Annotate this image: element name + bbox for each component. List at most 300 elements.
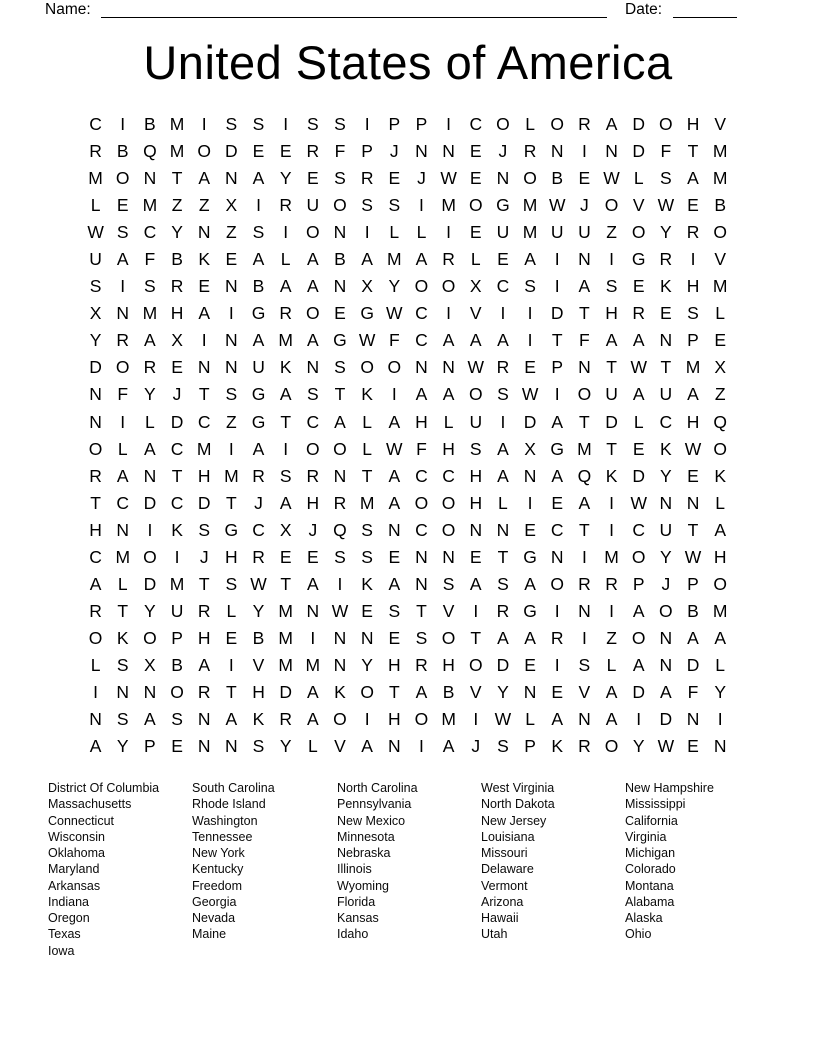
grid-letter: G	[523, 600, 537, 621]
grid-letter: A	[361, 249, 373, 270]
grid-letter: E	[524, 519, 536, 540]
word-list-item: New Jersey	[481, 813, 547, 828]
grid-letter: A	[279, 276, 292, 297]
grid-letter: I	[228, 303, 234, 324]
grid-letter: R	[306, 465, 320, 486]
grid-letter: E	[469, 222, 482, 243]
word-list-item: Florida	[337, 894, 376, 909]
grid-letter: M	[712, 276, 728, 297]
grid-letter: N	[686, 709, 700, 730]
grid-letter: U	[496, 222, 510, 243]
grid-letter: N	[225, 168, 238, 189]
grid-letter: I	[609, 492, 614, 513]
grid-letter: I	[527, 303, 533, 324]
grid-letter: A	[388, 573, 401, 594]
grid-letter: E	[469, 168, 482, 189]
grid-letter: T	[606, 438, 617, 459]
word-list-item: Illinois	[337, 862, 372, 877]
grid-letter: K	[361, 384, 373, 405]
grid-letter: A	[89, 573, 102, 594]
grid-letter: E	[388, 546, 401, 567]
grid-letter: E	[388, 627, 401, 648]
word-list-item: Idaho	[337, 927, 369, 942]
word-list-item: Kansas	[337, 911, 379, 925]
grid-letter: D	[143, 492, 157, 513]
grid-letter: E	[306, 168, 319, 189]
word-list-item: Montana	[625, 878, 674, 893]
grid-letter: F	[416, 438, 427, 459]
grid-letter: H	[387, 654, 401, 675]
grid-letter: R	[306, 141, 320, 162]
grid-letter: S	[415, 627, 428, 648]
grid-letter: L	[226, 600, 237, 621]
grid-letter: T	[361, 465, 373, 486]
grid-letter: N	[415, 357, 428, 378]
grid-letter: C	[415, 465, 428, 486]
grid-letter: X	[361, 276, 373, 297]
grid-letter: S	[361, 519, 373, 540]
grid-letter: U	[469, 411, 483, 432]
word-list-item: Kentucky	[192, 862, 244, 877]
grid-letter: I	[228, 654, 234, 675]
grid-letter: N	[197, 709, 211, 730]
grid-letter: I	[120, 411, 126, 432]
grid-letter: S	[116, 709, 129, 730]
grid-letter: P	[361, 141, 373, 162]
grid-letter: S	[225, 384, 238, 405]
grid-letter: A	[388, 465, 401, 486]
grid-letter: R	[89, 141, 102, 162]
grid-letter: T	[551, 330, 563, 351]
grid-letter: J	[254, 492, 263, 513]
word-list-item: Missouri	[481, 846, 528, 860]
grid-letter: V	[714, 249, 727, 270]
grid-letter: Y	[252, 600, 265, 621]
grid-letter: L	[362, 438, 372, 459]
grid-letter: R	[578, 736, 591, 757]
grid-letter: C	[442, 465, 455, 486]
grid-letter: M	[522, 222, 538, 243]
grid-letter: C	[659, 411, 673, 432]
grid-letter: J	[172, 384, 182, 405]
grid-letter: R	[197, 600, 211, 621]
grid-letter: I	[446, 303, 452, 324]
grid-letter: L	[470, 249, 481, 270]
grid-letter: D	[632, 465, 646, 486]
grid-letter: O	[360, 357, 374, 378]
grid-letter: S	[687, 303, 699, 324]
grid-letter: N	[225, 330, 238, 351]
word-list-item: Mississippi	[625, 797, 686, 812]
grid-letter: U	[306, 195, 320, 216]
grid-letter: M	[604, 546, 619, 567]
grid-letter: S	[660, 168, 672, 189]
grid-letter: M	[359, 492, 375, 513]
grid-letter: W	[250, 573, 267, 594]
word-list-item: Alabama	[625, 894, 675, 909]
grid-letter: R	[632, 303, 646, 324]
grid-letter: D	[143, 573, 157, 594]
word-list-item: Virginia	[625, 829, 667, 844]
grid-letter: D	[659, 709, 673, 730]
grid-letter: A	[306, 709, 319, 730]
grid-letter: J	[199, 546, 209, 567]
grid-letter: E	[524, 654, 536, 675]
grid-letter: L	[117, 573, 128, 594]
grid-letter: M	[88, 168, 103, 189]
word-list-item: New Hampshire	[625, 781, 714, 795]
grid-letter: H	[469, 492, 483, 513]
grid-letter: A	[497, 627, 509, 648]
grid-letter: S	[361, 195, 373, 216]
grid-letter: D	[170, 411, 184, 432]
grid-letter: T	[198, 384, 210, 405]
grid-letter: N	[523, 465, 537, 486]
grid-letter: I	[527, 330, 533, 351]
grid-letter: W	[494, 709, 512, 730]
word-list-item: Vermont	[481, 878, 528, 893]
grid-letter: A	[144, 330, 156, 351]
grid-letter: Y	[89, 330, 102, 351]
grid-letter: V	[632, 195, 645, 216]
grid-letter: S	[225, 114, 238, 135]
word-list-item: Wyoming	[337, 878, 389, 893]
grid-letter: A	[388, 492, 401, 513]
grid-letter: O	[659, 600, 673, 621]
grid-letter: L	[307, 736, 318, 757]
grid-letter: E	[578, 168, 591, 189]
grid-letter: P	[687, 330, 699, 351]
grid-letter: O	[523, 168, 537, 189]
grid-letter: I	[147, 519, 153, 540]
grid-letter: R	[360, 168, 374, 189]
grid-letter: M	[577, 438, 592, 459]
grid-letter: A	[306, 330, 319, 351]
grid-letter: C	[415, 303, 428, 324]
grid-letter: K	[171, 519, 183, 540]
grid-letter: J	[661, 573, 671, 594]
grid-letter: L	[90, 195, 101, 216]
grid-letter: M	[278, 627, 293, 648]
grid-letter: C	[89, 114, 102, 135]
grid-letter: K	[660, 276, 672, 297]
grid-letter: A	[605, 682, 618, 702]
grid-letter: F	[388, 330, 400, 351]
grid-letter: Y	[660, 546, 672, 567]
grid-letter: E	[469, 546, 482, 567]
word-list-item: Pennsylvania	[337, 797, 412, 812]
word-list-item: Connecticut	[48, 813, 115, 828]
grid-letter: T	[280, 573, 292, 594]
grid-letter: H	[415, 411, 428, 432]
grid-letter: S	[334, 114, 346, 135]
grid-letter: A	[252, 438, 265, 459]
grid-letter: O	[306, 222, 320, 243]
grid-letter: R	[550, 627, 564, 648]
grid-letter: O	[577, 384, 592, 405]
grid-letter: O	[441, 276, 456, 297]
word-list-item: Texas	[48, 927, 81, 942]
word-list-item: Oklahoma	[48, 846, 105, 860]
grid-letter: I	[337, 573, 343, 594]
grid-letter: W	[87, 222, 104, 243]
grid-letter: N	[550, 141, 564, 162]
grid-letter: T	[470, 627, 482, 648]
grid-letter: O	[631, 222, 646, 243]
grid-letter: K	[361, 573, 373, 594]
grid-letter: N	[442, 357, 455, 378]
grid-letter: P	[144, 736, 156, 757]
grid-letter: T	[687, 141, 699, 162]
word-list-item: Michigan	[625, 846, 676, 860]
grid-letter: O	[170, 682, 184, 702]
grid-letter: R	[415, 654, 428, 675]
grid-letter: O	[414, 492, 429, 513]
grid-letter: N	[143, 168, 157, 189]
grid-letter: E	[687, 736, 699, 757]
grid-letter: U	[578, 222, 591, 243]
grid-letter: X	[225, 195, 238, 216]
grid-letter: N	[659, 627, 673, 648]
word-list-item: Nebraska	[337, 846, 391, 860]
word-list-column	[192, 780, 275, 943]
grid-letter: A	[497, 330, 509, 351]
grid-letter: I	[473, 600, 479, 621]
word-list-item: North Carolina	[337, 781, 418, 795]
grid-letter: O	[360, 682, 374, 702]
grid-letter: R	[496, 357, 510, 378]
grid-letter: A	[469, 330, 482, 351]
grid-letter: E	[687, 465, 699, 486]
grid-letter: I	[228, 438, 234, 459]
grid-letter: N	[333, 627, 347, 648]
grid-letter: S	[334, 357, 346, 378]
grid-letter: R	[578, 114, 591, 135]
grid-letter: D	[632, 114, 646, 135]
grid-letter: N	[713, 736, 727, 757]
grid-letter: Y	[632, 736, 645, 757]
grid-letter: M	[169, 114, 185, 135]
grid-letter: M	[169, 141, 185, 162]
grid-letter: H	[387, 709, 401, 730]
grid-letter: Y	[660, 465, 672, 486]
grid-letter: R	[252, 465, 265, 486]
grid-letter: F	[144, 249, 156, 270]
grid-letter: O	[468, 654, 483, 675]
grid-letter: T	[90, 492, 101, 513]
grid-letter: S	[252, 222, 265, 243]
grid-letter: S	[334, 168, 346, 189]
grid-letter: B	[171, 654, 183, 675]
grid-letter: K	[334, 682, 346, 702]
grid-letter: X	[89, 303, 102, 324]
grid-letter: N	[605, 141, 618, 162]
grid-letter: I	[201, 330, 207, 351]
word-list-item: West Virginia	[481, 781, 555, 795]
grid-letter: S	[361, 546, 373, 567]
grid-letter: O	[631, 627, 646, 648]
grid-letter: T	[171, 168, 183, 189]
grid-letter: S	[497, 384, 509, 405]
grid-letter: I	[581, 141, 587, 162]
grid-letter: N	[415, 546, 428, 567]
grid-letter: S	[279, 465, 292, 486]
grid-letter: D	[605, 411, 618, 432]
grid-letter: J	[417, 168, 426, 189]
grid-letter: N	[550, 546, 564, 567]
grid-letter: I	[554, 654, 560, 675]
word-list-item: District Of Columbia	[48, 781, 160, 795]
grid-letter: I	[554, 276, 560, 297]
grid-letter: U	[170, 600, 184, 621]
grid-letter: S	[89, 276, 102, 297]
grid-letter: U	[252, 357, 265, 378]
grid-letter: A	[687, 168, 699, 189]
grid-letter: I	[391, 384, 397, 405]
grid-letter: Z	[606, 222, 617, 243]
grid-letter: O	[550, 573, 565, 594]
grid-letter: S	[497, 573, 509, 594]
grid-letter: R	[197, 682, 211, 702]
grid-letter: A	[632, 654, 645, 675]
grid-letter: L	[498, 492, 508, 513]
grid-letter: W	[386, 438, 403, 459]
grid-letter: R	[143, 357, 157, 378]
grid-letter: O	[115, 357, 130, 378]
grid-letter: A	[252, 249, 265, 270]
grid-letter: I	[500, 411, 506, 432]
grid-letter: J	[498, 141, 508, 162]
grid-letter: L	[90, 654, 101, 675]
grid-letter: N	[116, 519, 130, 540]
grid-letter: R	[442, 249, 455, 270]
grid-letter: C	[252, 519, 265, 540]
grid-letter: X	[171, 330, 183, 351]
grid-letter: F	[687, 682, 699, 702]
grid-letter: A	[605, 114, 618, 135]
grid-letter: C	[469, 114, 483, 135]
grid-letter: L	[389, 222, 400, 243]
grid-letter: D	[225, 141, 238, 162]
grid-letter: F	[660, 141, 672, 162]
grid-letter: K	[605, 465, 618, 486]
grid-letter: N	[225, 736, 238, 757]
grid-letter: N	[578, 357, 591, 378]
word-list-column	[481, 780, 555, 943]
grid-letter: T	[497, 546, 509, 567]
grid-letter: U	[605, 384, 618, 405]
grid-letter: K	[660, 438, 672, 459]
grid-letter: Y	[660, 222, 672, 243]
grid-letter: A	[551, 465, 564, 486]
grid-letter: I	[201, 114, 207, 135]
grid-letter: H	[713, 546, 727, 567]
grid-letter: W	[630, 492, 647, 513]
grid-letter: O	[414, 709, 429, 730]
grid-letter: S	[605, 276, 618, 297]
grid-letter: H	[197, 465, 211, 486]
grid-letter: C	[170, 438, 184, 459]
grid-letter: A	[632, 384, 645, 405]
grid-letter: X	[714, 357, 727, 378]
grid-letter: O	[88, 627, 103, 648]
grid-letter: O	[441, 627, 456, 648]
grid-letter: U	[659, 519, 673, 540]
grid-letter: T	[687, 519, 699, 540]
grid-letter: H	[197, 627, 211, 648]
grid-letter: O	[631, 546, 646, 567]
grid-letter: Y	[144, 384, 156, 405]
grid-letter: M	[712, 600, 728, 621]
word-list-item: Oregon	[48, 911, 90, 925]
grid-letter: A	[252, 330, 265, 351]
grid-letter: L	[145, 411, 155, 432]
grid-letter: O	[713, 438, 727, 459]
grid-letter: C	[550, 519, 564, 540]
grid-letter: R	[659, 249, 673, 270]
grid-letter: E	[632, 438, 645, 459]
grid-letter: I	[174, 546, 180, 567]
grid-letter: L	[715, 303, 726, 324]
grid-letter: I	[500, 303, 506, 324]
grid-letter: T	[226, 492, 237, 513]
grid-letter: B	[551, 168, 564, 189]
grid-letter: A	[524, 249, 536, 270]
grid-letter: R	[279, 195, 292, 216]
grid-letter: M	[142, 195, 158, 216]
grid-letter: W	[521, 384, 539, 405]
grid-letter: S	[225, 573, 238, 594]
grid-letter: I	[609, 519, 614, 540]
grid-letter: S	[442, 573, 455, 594]
grid-letter: Z	[226, 411, 237, 432]
grid-letter: W	[603, 168, 620, 189]
grid-letter: N	[387, 736, 401, 757]
grid-letter: R	[89, 600, 102, 621]
grid-letter: I	[419, 736, 424, 757]
word-list-item: Utah	[481, 927, 508, 942]
grid-letter: P	[415, 114, 428, 135]
grid-letter: L	[633, 168, 644, 189]
grid-letter: D	[496, 654, 510, 675]
grid-letter: Y	[171, 222, 183, 243]
grid-letter: M	[712, 168, 728, 189]
grid-letter: I	[581, 627, 587, 648]
grid-letter: N	[360, 627, 374, 648]
word-list-item: Ohio	[625, 927, 652, 942]
grid-letter: E	[306, 546, 319, 567]
grid-letter: A	[442, 736, 455, 757]
grid-letter: I	[581, 546, 587, 567]
word-list-item: Tennessee	[192, 829, 253, 844]
grid-letter: I	[554, 384, 560, 405]
grid-letter: W	[684, 438, 702, 459]
grid-letter: N	[333, 276, 347, 297]
grid-letter: L	[525, 114, 535, 135]
grid-letter: V	[442, 600, 455, 621]
grid-letter: M	[441, 709, 456, 730]
grid-letter: U	[550, 222, 564, 243]
grid-letter: I	[609, 249, 614, 270]
grid-letter: W	[657, 195, 675, 216]
grid-letter: R	[686, 222, 700, 243]
grid-letter: X	[524, 438, 536, 459]
grid-letter: I	[364, 114, 370, 135]
grid-letter: C	[143, 222, 157, 243]
grid-letter: M	[142, 303, 158, 324]
grid-letter: Q	[713, 411, 727, 432]
grid-letter: B	[171, 249, 183, 270]
